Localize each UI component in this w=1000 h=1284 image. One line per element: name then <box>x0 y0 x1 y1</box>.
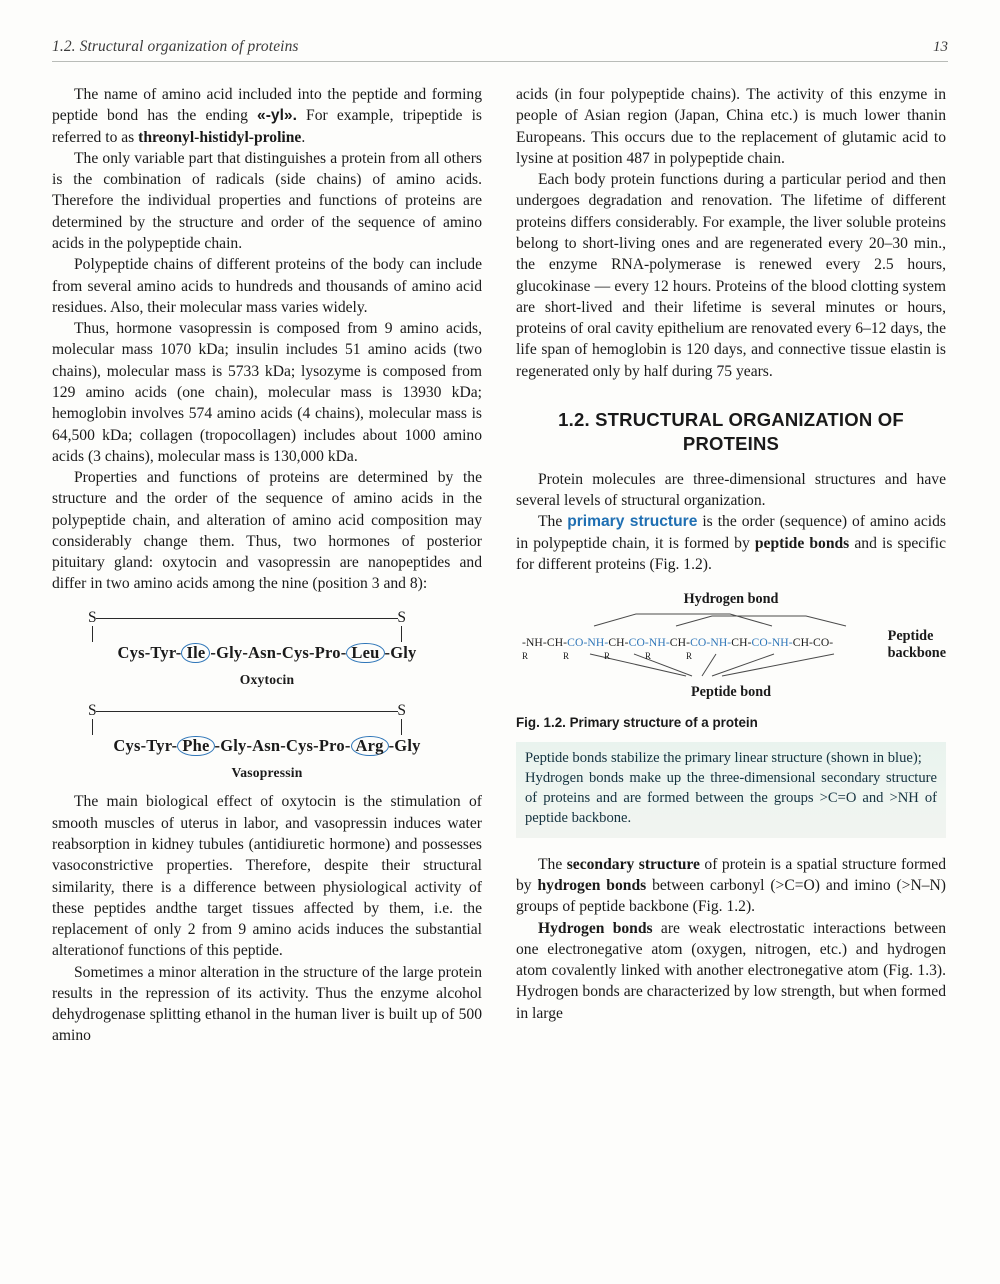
chain-seg: CH- <box>608 636 629 650</box>
disulfide-bridge <box>82 609 412 643</box>
sulfur-left-label: S <box>88 608 97 626</box>
callout-box <box>516 742 946 838</box>
highlight-residue-ile: Ile <box>181 643 210 663</box>
vasopressin-figure <box>52 702 482 781</box>
running-header <box>52 38 948 62</box>
chain-seg: CH- <box>669 636 691 650</box>
callout-line: Peptide bonds stabilize the primary linear structure (shown in blue); <box>525 750 922 767</box>
paragraph: The only variable part that distinguishes a protein from all others is the combination of radicals (side chains) of amino acids. Therefore the individual properties and functions of proteins are determined by the structure and order of the sequence of amino acids in the polypeptide chain. <box>52 149 482 252</box>
r-group-row <box>522 651 727 661</box>
term-hydrogen-bonds-2: Hydrogen bonds <box>538 919 653 937</box>
sulfur-right-label: S <box>397 702 406 720</box>
peptide-bond-label: Peptide bond <box>690 684 772 701</box>
paragraph: Properties and functions of proteins are determined by the structure and the order of the sequence of amino acids in the polypeptide chain, and alteration of amino acid composition may considerably change them. Thus, two hormones of posterior pituitary gland: oxytocin and vasopressin are nanopeptides and differ in two amino acids among the nine (position 3 and 8): <box>52 469 482 593</box>
figure-caption: Fig. 1.2. Primary structure of a protein <box>516 715 758 731</box>
r-group: R <box>522 651 529 662</box>
section-heading: 1.2. STRUCTURAL ORGANIZATION OF PROTEINS <box>558 408 904 455</box>
oxytocin-sequence <box>52 643 482 663</box>
callout-line: Hydrogen bonds make up the three-dimensional secondary structure of proteins and are formed between the groups >C=O and >NH of peptide backbone. <box>525 770 937 826</box>
polypeptide-chain-formula <box>522 636 833 649</box>
two-column-body <box>52 84 948 1047</box>
paragraph: The secondary structure of protein is a spatial structure formed by hydrogen bonds between carbonyl (>C=O) and imino (>N–N) groups of peptide backbone (Fig. 1.2). <box>516 855 947 916</box>
paragraph: Hydrogen bonds are weak electrostatic interactions between one electronegative atom (oxygen, nitrogen, etc.) and hydrogen atom covalently linked with another electronegative atom (Fig. 1.3). Hydrogen bonds are characterized by low strength, but when formed in large <box>516 919 947 1022</box>
paragraph: Protein molecules are three-dimensional structures and have several levels of structural organization. <box>516 470 946 510</box>
paragraph: acids (in four polypeptide chains). The activity of this enzyme in people of Asian region (Japan, China etc.) is much lower thanin Europeans. This occurs due to the replacement of glutamic acid to lysine at position 487 in polypeptide chain. <box>516 86 946 167</box>
bridge-tick-left <box>92 719 93 735</box>
seq-part: Cys-Tyr- <box>113 736 178 756</box>
hydrogen-bond-label: Hydrogen bond <box>683 591 779 608</box>
term-primary-structure: primary structure <box>567 513 698 531</box>
chain-seg-peptide-bond: CO-NH- <box>690 636 732 650</box>
term-peptide-bonds: peptide bonds <box>754 534 850 552</box>
bridge-line <box>96 618 398 619</box>
bridge-line <box>96 711 398 712</box>
vasopressin-caption: Vasopressin <box>231 765 303 781</box>
term-secondary-structure: secondary structure <box>566 855 700 873</box>
highlight-residue-arg: Arg <box>351 736 389 756</box>
figure-chain-area <box>516 610 946 688</box>
running-title: 1.2. Structural organization of proteins <box>52 38 299 55</box>
oxytocin-caption: Oxytocin <box>239 672 295 688</box>
seq-part: -Gly <box>388 736 421 756</box>
page-number: 13 <box>933 39 948 55</box>
highlight-residue-leu: Leu <box>346 643 384 663</box>
sulfur-left-label: S <box>88 702 97 720</box>
chain-seg-peptide-bond: CO-NH- <box>567 636 609 650</box>
figure-1-2 <box>516 591 946 701</box>
paragraph: Each body protein functions during a particular period and then undergoes degradation and renovation. The lifetime of different proteins differs considerably. For example, the liver soluble proteins belong to short-living ones and are regenerated every 20–30 min., the enzyme RNA-polymerase is renewed every 2.5 hours, glucokinase — every 12 hours. Proteins of the blood clotting system are short-lived and their lifetime is several minutes or hours, proteins of oral cavity epithelium are renovated every 6–12 days, the life span of hemoglobin is 120 days, and connective tissue elastin is regenerated only by half during 75 years. <box>516 171 946 380</box>
r-group: R <box>604 651 611 662</box>
paragraph: Thus, hormone vasopressin is composed from 9 amino acids, molecular mass 1070 kDa; insulin includes 51 amino acids (two chains), molecular mass is 5733 kDa; lysozyme is composed from 129 amino acids (one chain), molecular mass is 13930 kDa; hemoglobin involves 574 amino acids (4 chains), molecular mass is 64,500 kDa; collagen (tropocollagen) includes about 1000 amino acids (3 chains), molecular mass is 130,000 kDa. <box>52 320 482 465</box>
bridge-tick-right <box>401 719 402 735</box>
paragraph: The main biological effect of oxytocin is the stimulation of smooth muscles of uterus in labor, and vasopressin induces water reabsorption in kidney tubules (antidiuretic hormone) and possesses vasoconstrictive properties. Therefore, despite their structural similarity, there is a difference between physiological activity of these peptides andthe target tissues affected by them, i.e. the replacement of only 2 from 9 amino acids induces the substantial alterationof functions of this peptide. <box>52 793 482 960</box>
paragraph: The name of amino acid included into the peptide and forming peptide bond has the ending «-yl». For example, tripeptide is referred to as threonyl-histidyl-proline. <box>52 86 482 146</box>
seq-part: -Gly <box>384 642 417 662</box>
chain-seg: -NH-CH- <box>522 636 568 650</box>
oxytocin-figure <box>52 609 482 688</box>
chain-seg-peptide-bond: CO-NH- <box>751 636 793 650</box>
vasopressin-sequence <box>52 736 482 756</box>
paragraph: Polypeptide chains of different proteins of the body can include from several amino acids to hundreds and thousands of amino acid residues. Also, their molecular mass varies widely. <box>52 256 482 316</box>
bold-term-threonyl: threonyl-histidyl-proline <box>138 128 302 146</box>
r-group: R <box>645 651 652 662</box>
left-column <box>52 84 482 1047</box>
paragraph: Sometimes a minor alteration in the structure of the large protein results in the repression of its activity. Thus the enzyme alcohol dehydrogenase splitting ethanol in the human liver is built up of 500 amino <box>52 963 482 1045</box>
right-column <box>516 84 946 1047</box>
seq-part: -Gly-Asn-Cys-Pro- <box>214 736 351 756</box>
disulfide-bridge <box>82 702 412 736</box>
r-group: R <box>686 651 693 662</box>
sulfur-right-label: S <box>397 608 406 626</box>
term-hydrogen-bonds: hydrogen bonds <box>537 877 647 895</box>
bridge-tick-left <box>92 626 93 642</box>
seq-part: -Gly-Asn-Cys-Pro- <box>210 642 347 662</box>
highlight-residue-phe: Phe <box>177 736 214 756</box>
chain-seg-peptide-bond: CO-NH- <box>628 636 670 650</box>
bold-term-yl: «-yl». <box>257 107 297 125</box>
bond-connector-lines <box>516 610 946 688</box>
bridge-tick-right <box>401 626 402 642</box>
peptide-backbone-label: Peptide backbone <box>887 628 946 662</box>
seq-part: Cys-Tyr- <box>117 642 182 662</box>
r-group: R <box>563 651 570 662</box>
chain-seg: CH- <box>731 636 752 650</box>
paragraph: The primary structure is the order (sequence) of amino acids in polypeptide chain, it is formed by peptide bonds and is specific for different proteins (Fig. 1.2). <box>516 513 946 573</box>
chain-seg: CH-CO- <box>792 636 834 650</box>
